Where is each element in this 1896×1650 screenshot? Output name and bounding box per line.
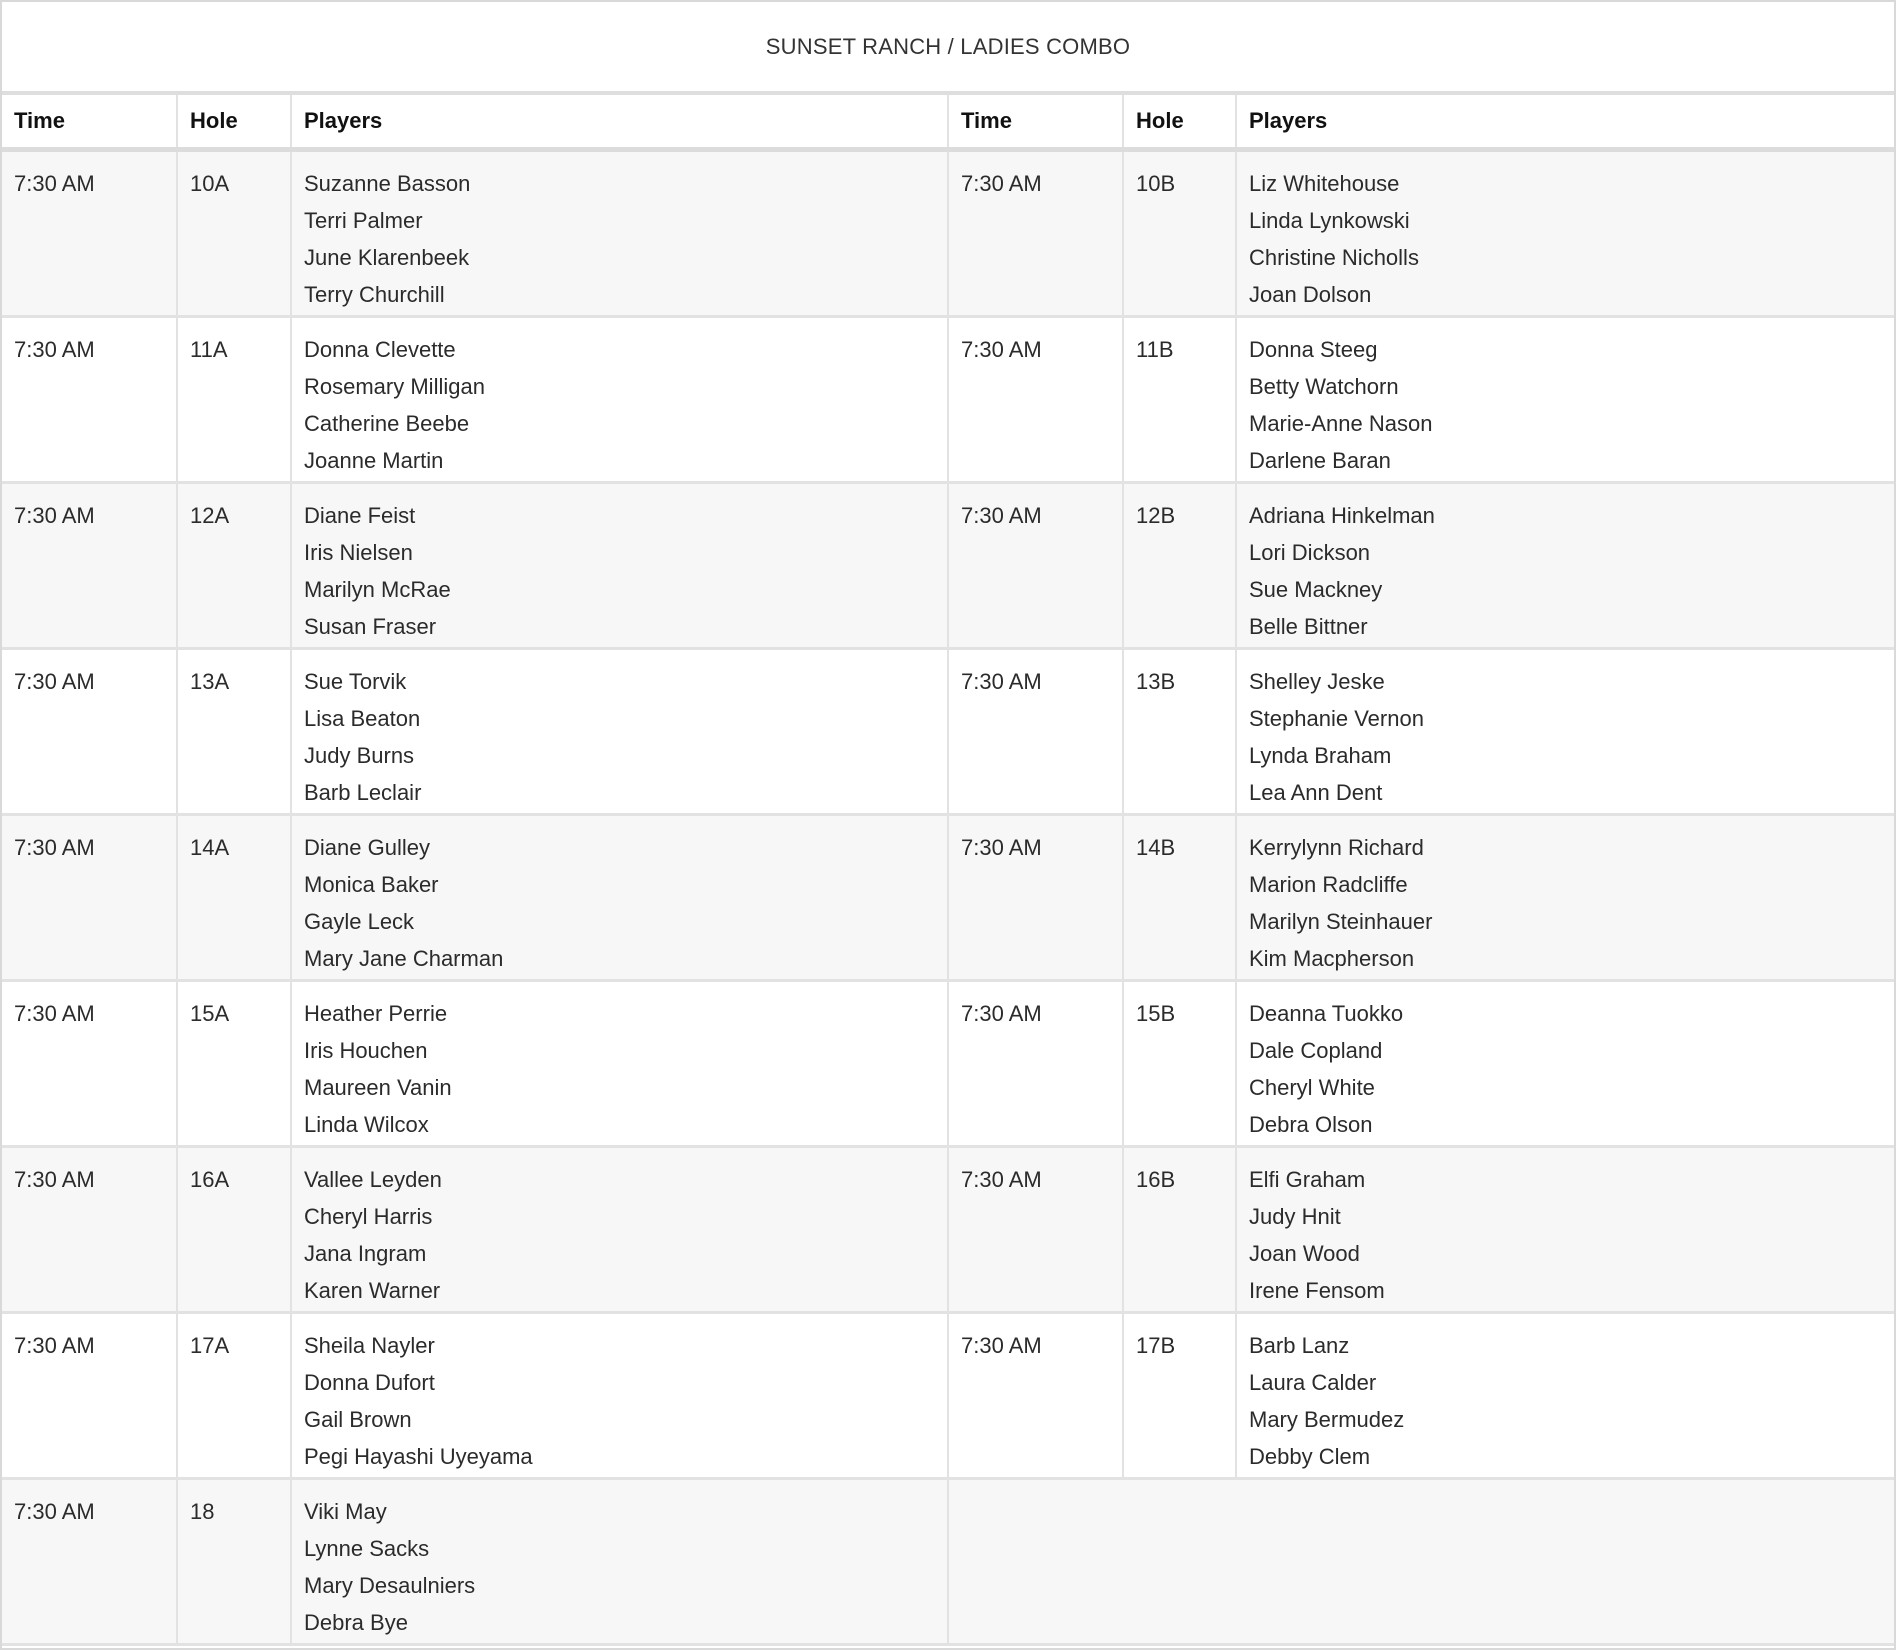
player-name: Debby Clem — [1249, 1444, 1371, 1469]
tee-time-table — [2, 95, 1894, 1646]
tee-time-row — [2, 150, 1894, 317]
hole-cell — [1123, 981, 1236, 1147]
time-cell — [2, 649, 177, 815]
player-name: Joan Wood — [1249, 1241, 1360, 1266]
time-cell — [948, 1313, 1123, 1479]
hole-number: 12A — [190, 503, 230, 528]
time-cell — [948, 150, 1123, 317]
empty-cell — [948, 1479, 1894, 1645]
tee-time: 7:30 AM — [14, 669, 95, 694]
hole-cell — [177, 150, 291, 317]
player-name: Jana Ingram — [304, 1241, 427, 1266]
player-name: Lisa Beaton — [304, 706, 421, 731]
hole-cell — [177, 649, 291, 815]
players-cell — [291, 317, 948, 483]
player-name: Monica Baker — [304, 872, 439, 897]
time-cell — [2, 815, 177, 981]
hole-number: 13B — [1136, 669, 1176, 694]
tee-time: 7:30 AM — [14, 503, 95, 528]
tee-time: 7:30 AM — [14, 1333, 95, 1358]
hole-cell — [177, 981, 291, 1147]
player-name: Rosemary Milligan — [304, 374, 485, 399]
player-name: Barb Leclair — [304, 780, 422, 805]
player-name: Marilyn Steinhauer — [1249, 909, 1433, 934]
time-cell — [2, 1479, 177, 1645]
player-name: Betty Watchorn — [1249, 374, 1399, 399]
schedule-body — [2, 150, 1894, 1645]
player-name: Barb Lanz — [1249, 1333, 1350, 1358]
player-name: Iris Nielsen — [304, 540, 413, 565]
player-name: Mary Desaulniers — [304, 1573, 476, 1598]
player-name: Dale Copland — [1249, 1038, 1383, 1063]
player-name: Stephanie Vernon — [1249, 706, 1424, 731]
players-cell — [291, 649, 948, 815]
time-cell — [2, 1147, 177, 1313]
players-cell — [291, 150, 948, 317]
player-name: Lori Dickson — [1249, 540, 1371, 565]
hole-cell — [1123, 649, 1236, 815]
players-cell — [1236, 317, 1894, 483]
player-name: June Klarenbeek — [304, 245, 470, 270]
table-header — [2, 95, 1894, 150]
time-cell — [2, 483, 177, 649]
tee-time: 7:30 AM — [961, 669, 1042, 694]
player-name: Donna Clevette — [304, 337, 456, 362]
player-name: Irene Fensom — [1249, 1278, 1385, 1303]
player-name: Diane Gulley — [304, 835, 430, 860]
hole-cell — [177, 1479, 291, 1645]
tee-time-row — [2, 317, 1894, 483]
player-name: Cheryl Harris — [304, 1204, 433, 1229]
player-name: Deanna Tuokko — [1249, 1001, 1404, 1026]
time-cell — [2, 150, 177, 317]
sheet-title: SUNSET RANCH / LADIES COMBO — [765, 33, 1131, 59]
hole-cell — [1123, 1313, 1236, 1479]
player-name: Pegi Hayashi Uyeyama — [304, 1444, 533, 1469]
player-name: Kim Macpherson — [1249, 946, 1415, 971]
players-cell — [1236, 981, 1894, 1147]
tee-time: 7:30 AM — [961, 171, 1042, 196]
hole-cell — [177, 483, 291, 649]
time-cell — [948, 981, 1123, 1147]
player-name: Lea Ann Dent — [1249, 780, 1383, 805]
player-name: Lynda Braham — [1249, 743, 1392, 768]
tee-time: 7:30 AM — [961, 1001, 1042, 1026]
player-name: Adriana Hinkelman — [1249, 503, 1435, 528]
title-bar — [2, 2, 1894, 95]
hole-number: 14A — [190, 835, 230, 860]
tee-time: 7:30 AM — [961, 835, 1042, 860]
player-name: Kerrylynn Richard — [1249, 835, 1424, 860]
player-name: Linda Lynkowski — [1249, 208, 1410, 233]
time-cell — [948, 1147, 1123, 1313]
players-cell — [1236, 649, 1894, 815]
hole-cell — [177, 317, 291, 483]
time-cell — [2, 981, 177, 1147]
hole-cell — [1123, 317, 1236, 483]
player-name: Karen Warner — [304, 1278, 441, 1303]
time-cell — [948, 483, 1123, 649]
player-name: Sue Mackney — [1249, 577, 1383, 602]
hole-cell — [1123, 483, 1236, 649]
tee-time: 7:30 AM — [961, 1167, 1042, 1192]
player-name: Susan Fraser — [304, 614, 437, 639]
player-name: Donna Steeg — [1249, 337, 1378, 362]
player-name: Mary Bermudez — [1249, 1407, 1405, 1432]
time-cell — [948, 815, 1123, 981]
hole-number: 16B — [1136, 1167, 1176, 1192]
hole-number: 10B — [1136, 171, 1176, 196]
player-name: Marilyn McRae — [304, 577, 451, 602]
player-name: Linda Wilcox — [304, 1112, 429, 1137]
hole-number: 16A — [190, 1167, 230, 1192]
hole-cell — [177, 1313, 291, 1479]
players-cell — [1236, 815, 1894, 981]
time-cell — [2, 317, 177, 483]
tee-time: 7:30 AM — [14, 1167, 95, 1192]
tee-time: 7:30 AM — [961, 503, 1042, 528]
player-name: Viki May — [304, 1499, 387, 1524]
player-name: Gayle Leck — [304, 909, 415, 934]
player-name: Debra Bye — [304, 1610, 408, 1635]
player-name: Judy Hnit — [1249, 1204, 1341, 1229]
player-name: Maureen Vanin — [304, 1075, 452, 1100]
players-cell — [1236, 483, 1894, 649]
hole-number: 13A — [190, 669, 230, 694]
hole-number: 17A — [190, 1333, 230, 1358]
player-name: Lynne Sacks — [304, 1536, 430, 1561]
col-header-time-right: Time — [948, 95, 1123, 150]
tee-time: 7:30 AM — [14, 835, 95, 860]
hole-number: 10A — [190, 171, 230, 196]
player-name: Judy Burns — [304, 743, 415, 768]
hole-number: 18 — [190, 1499, 215, 1524]
tee-time-row — [2, 649, 1894, 815]
player-name: Marion Radcliffe — [1249, 872, 1408, 897]
player-name: Belle Bittner — [1249, 614, 1368, 639]
player-name: Donna Dufort — [304, 1370, 435, 1395]
tee-time: 7:30 AM — [14, 171, 95, 196]
tee-time-row — [2, 1479, 1894, 1645]
hole-number: 15A — [190, 1001, 230, 1026]
player-name: Joanne Martin — [304, 448, 444, 473]
hole-cell — [1123, 815, 1236, 981]
player-name: Vallee Leyden — [304, 1167, 442, 1192]
player-name: Laura Calder — [1249, 1370, 1377, 1395]
player-name: Cheryl White — [1249, 1075, 1375, 1100]
hole-number: 15B — [1136, 1001, 1176, 1026]
hole-cell — [1123, 150, 1236, 317]
player-name: Elfi Graham — [1249, 1167, 1366, 1192]
player-name: Christine Nicholls — [1249, 245, 1419, 270]
time-cell — [948, 317, 1123, 483]
col-header-hole-right: Hole — [1123, 95, 1236, 150]
players-cell — [291, 1147, 948, 1313]
tee-time-row — [2, 1147, 1894, 1313]
hole-cell — [177, 815, 291, 981]
player-name: Liz Whitehouse — [1249, 171, 1400, 196]
tee-time: 7:30 AM — [961, 1333, 1042, 1358]
player-name: Debra Olson — [1249, 1112, 1373, 1137]
players-cell — [291, 815, 948, 981]
tee-time-row — [2, 1313, 1894, 1479]
player-name: Terry Churchill — [304, 282, 445, 307]
col-header-time-left: Time — [2, 95, 177, 150]
hole-number: 12B — [1136, 503, 1176, 528]
hole-number: 11A — [190, 337, 228, 362]
player-name: Gail Brown — [304, 1407, 412, 1432]
hole-number: 11B — [1136, 337, 1174, 362]
header-row — [2, 95, 1894, 150]
col-header-hole-left: Hole — [177, 95, 291, 150]
players-cell — [1236, 1147, 1894, 1313]
col-header-players-left: Players — [291, 95, 948, 150]
player-name: Joan Dolson — [1249, 282, 1372, 307]
tee-time: 7:30 AM — [14, 1499, 95, 1524]
time-cell — [948, 649, 1123, 815]
player-name: Darlene Baran — [1249, 448, 1391, 473]
player-name: Heather Perrie — [304, 1001, 448, 1026]
players-cell — [291, 981, 948, 1147]
players-cell — [291, 1479, 948, 1645]
hole-number: 17B — [1136, 1333, 1176, 1358]
player-name: Sue Torvik — [304, 669, 407, 694]
tee-time-row — [2, 483, 1894, 649]
player-name: Iris Houchen — [304, 1038, 428, 1063]
player-name: Diane Feist — [304, 503, 416, 528]
hole-number: 14B — [1136, 835, 1176, 860]
players-cell — [1236, 150, 1894, 317]
player-name: Suzanne Basson — [304, 171, 471, 196]
hole-cell — [177, 1147, 291, 1313]
player-name: Shelley Jeske — [1249, 669, 1385, 694]
players-cell — [1236, 1313, 1894, 1479]
tee-time: 7:30 AM — [14, 337, 95, 362]
time-cell — [2, 1313, 177, 1479]
player-name: Catherine Beebe — [304, 411, 470, 436]
player-name: Marie-Anne Nason — [1249, 411, 1433, 436]
player-name: Sheila Nayler — [304, 1333, 435, 1358]
player-name: Mary Jane Charman — [304, 946, 504, 971]
col-header-players-right: Players — [1236, 95, 1894, 150]
player-name: Terri Palmer — [304, 208, 423, 233]
tee-time: 7:30 AM — [961, 337, 1042, 362]
players-cell — [291, 1313, 948, 1479]
players-cell — [291, 483, 948, 649]
tee-time-row — [2, 815, 1894, 981]
tee-time: 7:30 AM — [14, 1001, 95, 1026]
hole-cell — [1123, 1147, 1236, 1313]
tee-time-row — [2, 981, 1894, 1147]
